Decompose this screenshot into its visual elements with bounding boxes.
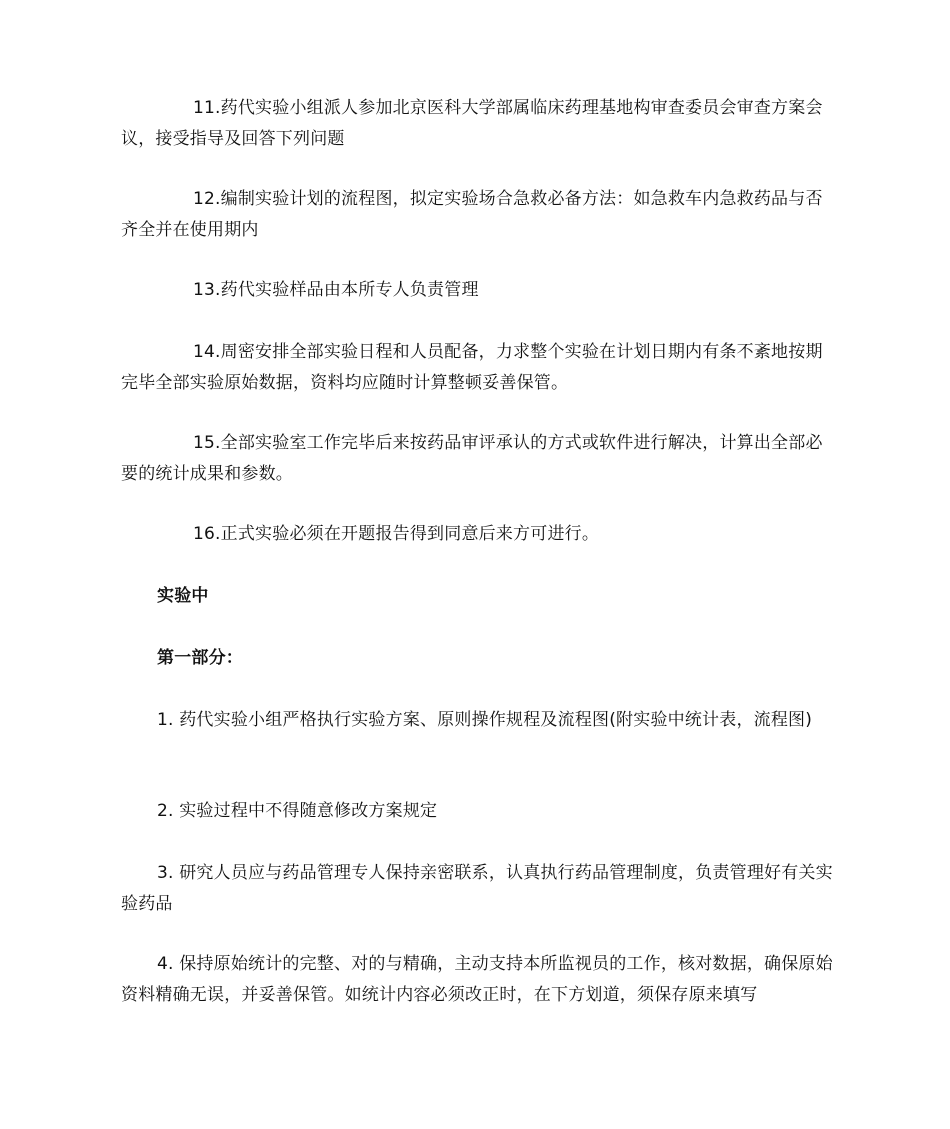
item-number: 14. (193, 342, 221, 362)
step-3: 3. 研究人员应与药品管理专人保持亲密联系，认真执行药品管理制度，负责管理好有关实验药品 (121, 863, 833, 914)
part-heading: 第一部分： (157, 648, 243, 668)
item-number: 12. (193, 189, 221, 209)
step-1: 1. 药代实验小组严格执行实验方案、原则操作规程及流程图(附实验中统计表，流程图) (157, 710, 813, 730)
item-text: 全部实验室工作完毕后来按药品审评承认的方式或软件进行解决，计算出全部必要的统计成果和参数。 (121, 433, 823, 484)
item-text: 药代实验样品由本所专人负责管理 (220, 280, 479, 300)
list-item-16 (121, 519, 833, 550)
step-2: 2. 实验过程中不得随意修改方案规定 (157, 801, 438, 821)
item-number: 16. (193, 524, 221, 544)
step-4: 4. 保持原始统计的完整、对的与精确，主动支持本所监视员的工作，核对数据，确保原始资料精确无误，并妥善保管。如统计内容必须改正时，在下方划道，须保存原来填写 (121, 954, 833, 1005)
item-text: 周密安排全部实验日程和人员配备，力求整个实验在计划日期内有条不紊地按期完毕全部实验原始数据，资料均应随时计算整顿妥善保管。 (121, 342, 823, 393)
section-heading: 实验中 (157, 586, 209, 606)
list-item-12 (121, 184, 833, 246)
list-item-11 (121, 93, 833, 155)
list-item-13 (121, 275, 833, 306)
list-item-15 (121, 428, 833, 490)
item-number: 11. (193, 98, 221, 118)
item-text: 正式实验必须在开题报告得到同意后来方可进行。 (220, 524, 600, 544)
item-text: 编制实验计划的流程图，拟定实验场合急救必备方法：如急救车内急救药品与否齐全并在使用期内 (121, 189, 823, 240)
list-item-14 (121, 337, 833, 399)
item-number: 13. (193, 280, 221, 300)
item-text: 药代实验小组派人参加北京医科大学部属临床药理基地构审查委员会审查方案会议，接受指导及回答下列问题 (121, 98, 823, 149)
item-number: 15. (193, 433, 221, 453)
